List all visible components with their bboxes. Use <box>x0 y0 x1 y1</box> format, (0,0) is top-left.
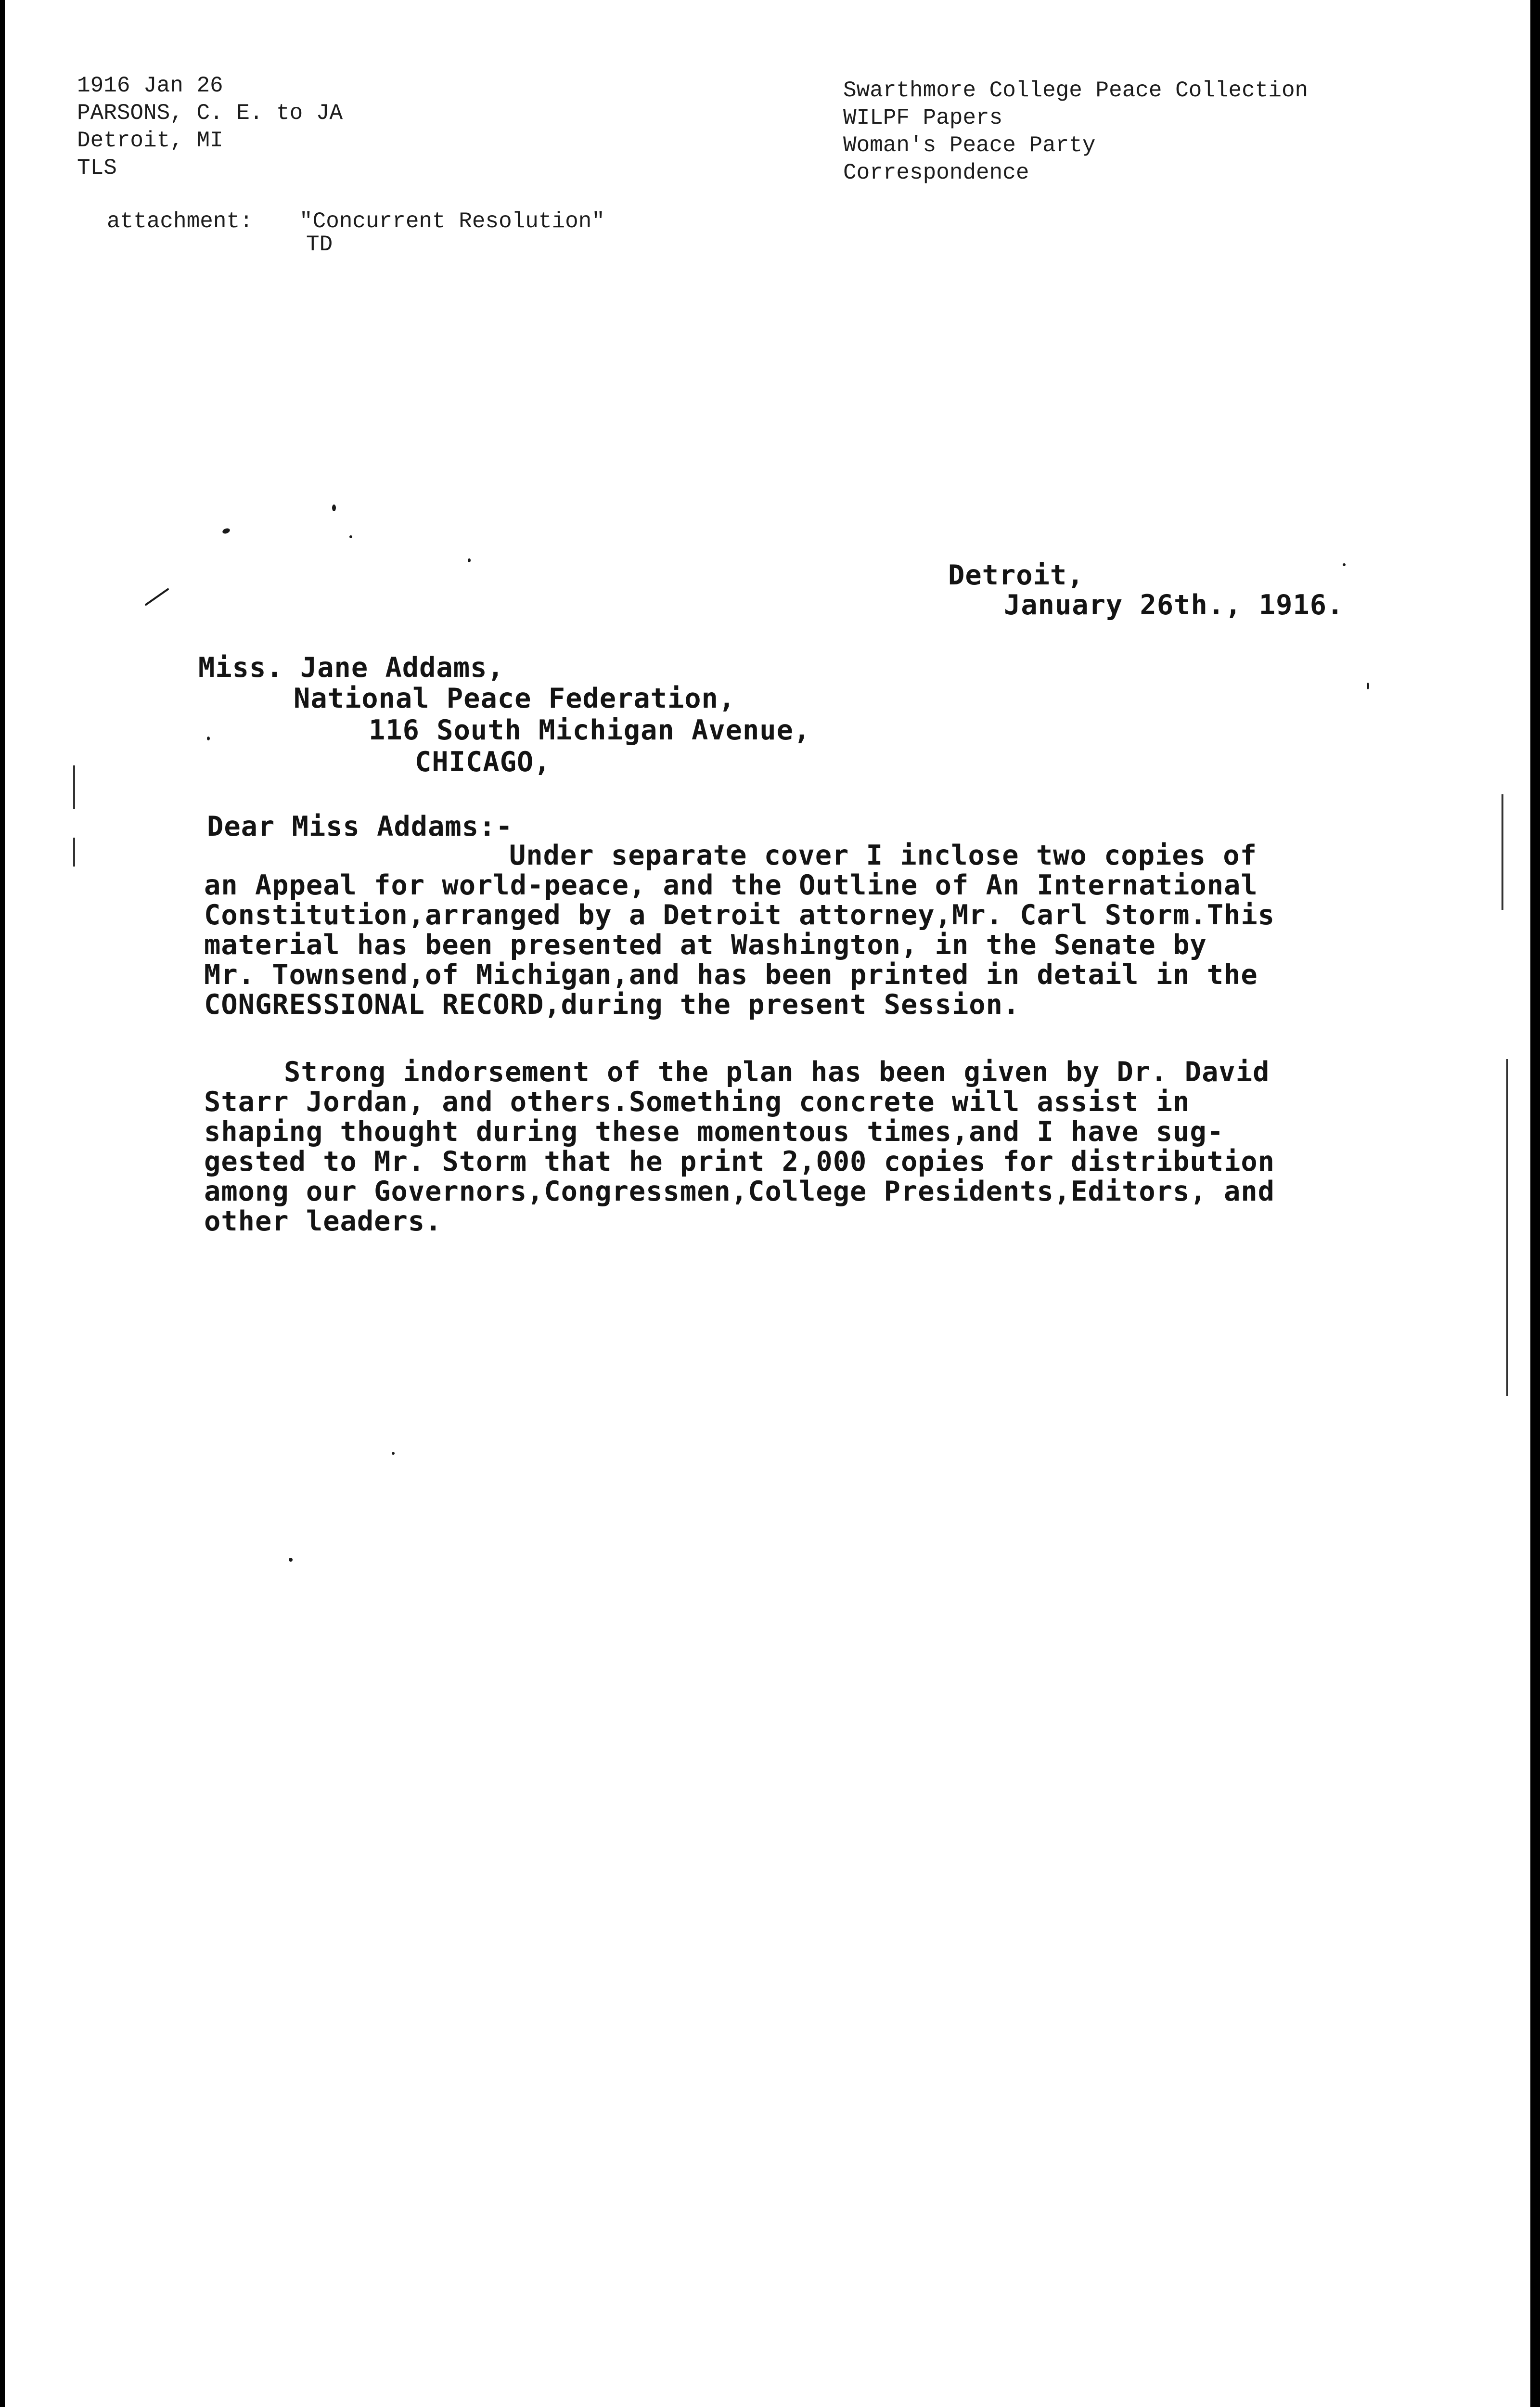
margin-mark <box>73 838 75 867</box>
document-page <box>5 0 1530 2407</box>
paragraph-line: among our Governors,Congressmen,College Presidents,Editors, and <box>204 1176 1275 1207</box>
paragraph-line: Mr. Townsend,of Michigan,and has been printed in detail in the <box>204 959 1258 991</box>
margin-mark <box>73 765 75 809</box>
collection-subseries: Woman's Peace Party <box>843 133 1096 158</box>
recipient-street: 116 South Michigan Avenue, <box>369 714 811 746</box>
ink-speck <box>207 737 210 740</box>
paragraph-line: material has been presented at Washington, in the Senate by <box>204 929 1207 961</box>
ink-speck <box>349 535 352 538</box>
catalog-correspondents: PARSONS, C. E. to JA <box>77 101 343 126</box>
ink-speck <box>332 505 336 511</box>
salutation: Dear Miss Addams:- <box>207 811 513 842</box>
ink-speck <box>289 1558 293 1562</box>
catalog-origin: Detroit, MI <box>77 128 223 153</box>
paragraph-line: Under separate cover I inclose two copies of <box>509 840 1257 871</box>
letter-date: January 26th., 1916. <box>1004 589 1344 621</box>
attachment-type: TD <box>306 232 333 257</box>
ink-speck <box>1367 683 1369 689</box>
letter-place: Detroit, <box>948 559 1084 591</box>
collection-name: Swarthmore College Peace Collection <box>843 78 1309 103</box>
paragraph-line: gested to Mr. Storm that he print 2,000 copies for distribution <box>204 1146 1275 1178</box>
paragraph-line: Strong indorsement of the plan has been given by Dr. David <box>284 1056 1270 1088</box>
paragraph-line: other leaders. <box>204 1205 442 1237</box>
paragraph-line: an Appeal for world-peace, and the Outline of An International <box>204 869 1258 901</box>
ink-speck <box>468 558 471 562</box>
paragraph-line: CONGRESSIONAL RECORD,during the present Session. <box>204 989 1020 1021</box>
catalog-doc-type: TLS <box>77 155 117 181</box>
collection-series: WILPF Papers <box>843 105 1003 130</box>
margin-mark <box>1506 1059 1508 1396</box>
margin-mark <box>1502 794 1503 910</box>
paragraph-line: Constitution,arranged by a Detroit attorney,Mr. Carl Storm.This <box>204 899 1275 931</box>
recipient-organization: National Peace Federation, <box>294 683 736 714</box>
ink-speck <box>392 1452 395 1455</box>
recipient-city: CHICAGO, <box>415 746 551 778</box>
recipient-name: Miss. Jane Addams, <box>198 652 504 684</box>
catalog-date: 1916 Jan 26 <box>77 73 223 98</box>
ink-speck <box>222 528 231 535</box>
attachment-label: attachment: <box>107 209 253 234</box>
paragraph-line: Starr Jordan, and others.Something concrete will assist in <box>204 1086 1190 1118</box>
attachment-title: "Concurrent Resolution" <box>299 209 605 234</box>
collection-folder: Correspondence <box>843 160 1029 185</box>
ink-speck <box>144 588 169 606</box>
paragraph-line: shaping thought during these momentous times,and I have sug- <box>204 1116 1224 1148</box>
ink-speck <box>1343 563 1346 566</box>
